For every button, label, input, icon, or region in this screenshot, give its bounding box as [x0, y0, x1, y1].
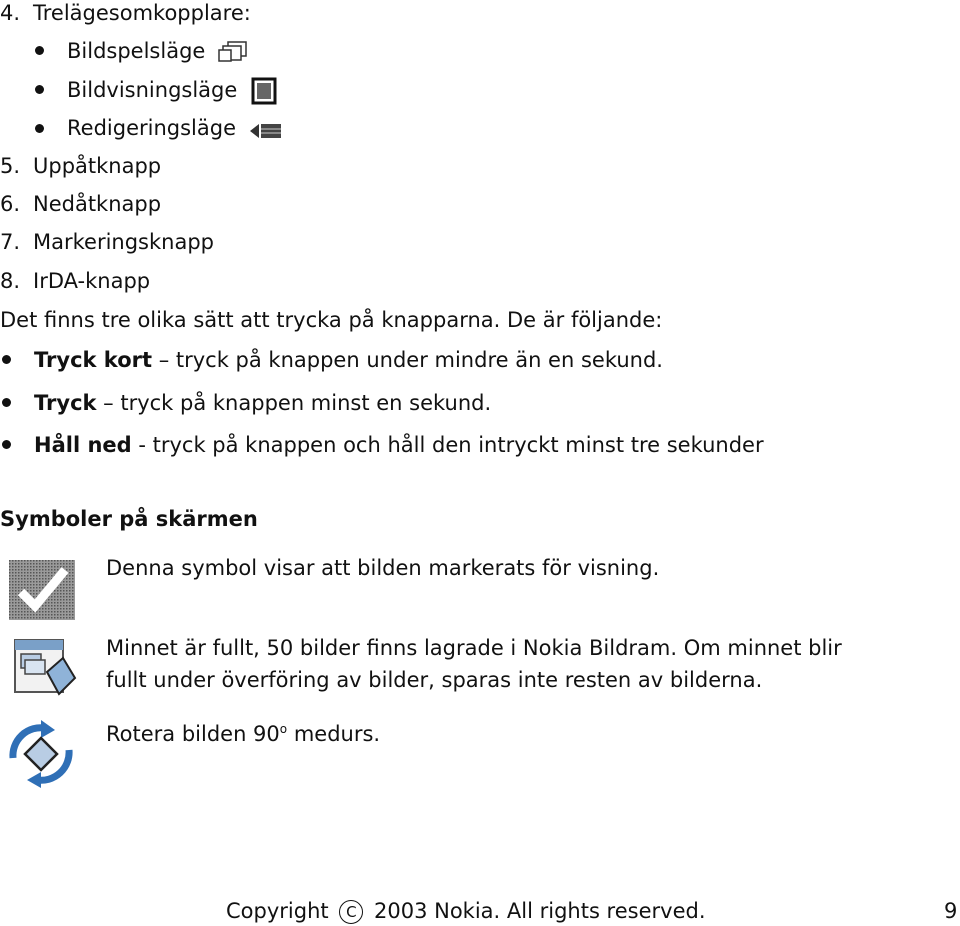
- list-item-8: [0, 268, 150, 294]
- item-text: Nedåtknapp: [33, 192, 162, 216]
- rotate-icon: [5, 718, 77, 790]
- slideshow-mode-icon: [218, 40, 250, 64]
- item-number: 6.: [0, 192, 21, 216]
- item-number: 8.: [0, 269, 21, 293]
- separator: –: [152, 348, 176, 372]
- symbol-checkmark-text: Denna symbol visar att bilden markerats för visning.: [106, 556, 660, 580]
- copyright-text: 2003 Nokia. All rights reserved.: [374, 899, 706, 923]
- mode-edit: [67, 115, 285, 141]
- term: Tryck kort: [34, 348, 153, 372]
- list-item-6: [0, 191, 161, 217]
- edit-mode-icon: [249, 118, 285, 140]
- bullet: [2, 398, 11, 407]
- item-number: 7.: [0, 230, 21, 254]
- separator: -: [131, 433, 153, 457]
- mode-label: Redigeringsläge: [67, 116, 236, 140]
- rotate-text: Rotera bilden 90: [106, 722, 280, 746]
- copyright-label: Copyright: [226, 899, 329, 923]
- bullet: [2, 440, 11, 449]
- item-text: Trelägesomkopplare:: [33, 1, 251, 25]
- mode-label: Bildspelsläge: [67, 39, 206, 63]
- press-type-normal: [34, 390, 491, 416]
- item-text: Markeringsknapp: [33, 230, 215, 254]
- item-text: IrDA-knapp: [33, 269, 151, 293]
- item-text: Uppåtknapp: [33, 154, 162, 178]
- description: tryck på knappen och håll den intryckt minst tre sekunder: [152, 433, 764, 457]
- degree-sup: o: [279, 722, 288, 736]
- symbol-memory-text-line2: fullt under överföring av bilder, sparas inte resten av bilderna.: [106, 668, 763, 692]
- item-number: 5.: [0, 154, 21, 178]
- mode-label: Bildvisningsläge: [67, 78, 238, 102]
- list-item-4: [0, 0, 251, 26]
- memory-full-icon: [13, 638, 77, 700]
- list-item-7: [0, 229, 214, 255]
- copyright-icon: C: [339, 900, 363, 924]
- symbol-rotate-text: [106, 716, 380, 747]
- bullet: [2, 355, 11, 364]
- list-item-5: [0, 153, 161, 179]
- press-type-hold: [34, 432, 764, 458]
- bullet: [35, 85, 44, 94]
- mode-slideshow: [67, 38, 250, 64]
- intro-paragraph: Det finns tre olika sätt att trycka på knapparna. De är följande:: [0, 308, 663, 332]
- press-type-short: [34, 347, 663, 373]
- section-heading: Symboler på skärmen: [0, 507, 258, 531]
- checkmark-icon: [9, 560, 75, 620]
- bullet: [35, 124, 44, 133]
- term: Tryck: [34, 391, 97, 415]
- footer-copyright: [226, 898, 706, 924]
- page-number: 9: [944, 899, 958, 923]
- bullet: [35, 46, 44, 55]
- mode-image-view: [67, 77, 280, 105]
- item-number: 4.: [0, 1, 21, 25]
- description: tryck på knappen under mindre än en sekund.: [175, 348, 663, 372]
- term: Håll ned: [34, 433, 132, 457]
- symbol-memory-text-line1: Minnet är fullt, 50 bilder finns lagrade i Nokia Bildram. Om minnet blir: [106, 636, 842, 660]
- rotate-text-after: medurs.: [287, 722, 381, 746]
- image-view-mode-icon: [250, 77, 280, 105]
- separator: –: [96, 391, 121, 415]
- description: tryck på knappen minst en sekund.: [120, 391, 492, 415]
